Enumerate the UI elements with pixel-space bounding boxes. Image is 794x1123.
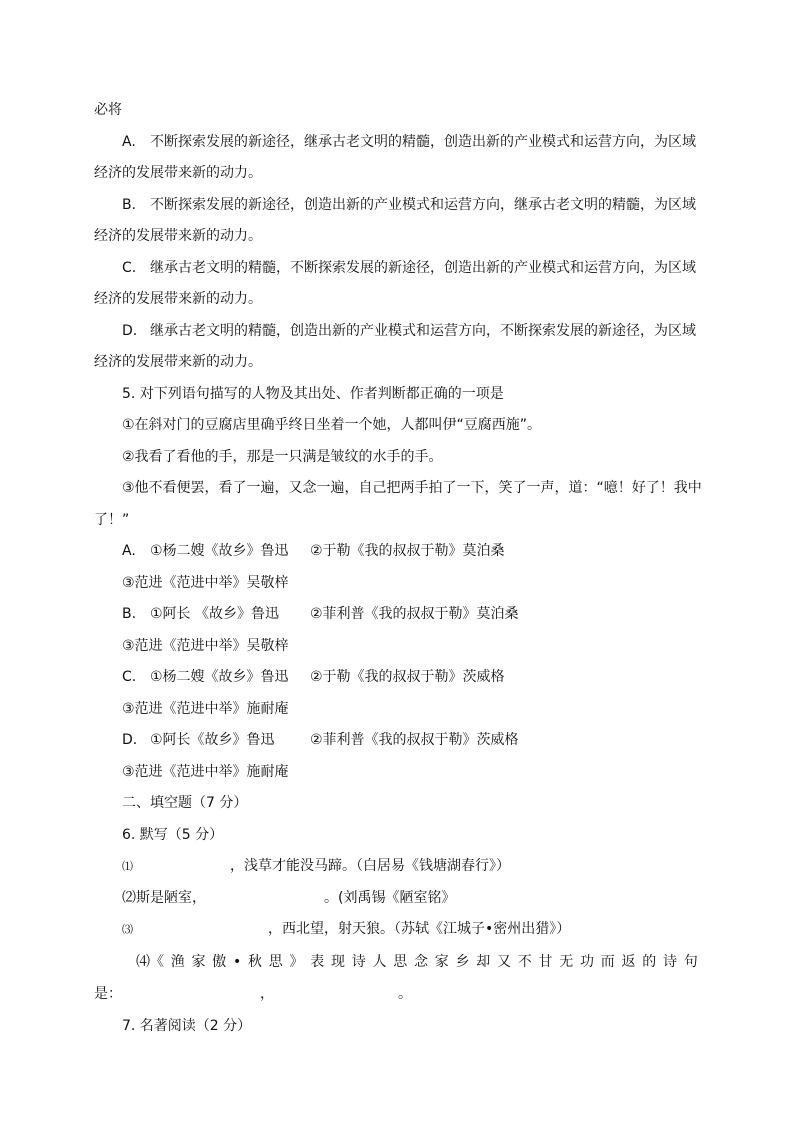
q5-option-c (122, 668, 505, 686)
section-heading: 二、填空题（7 分） (122, 795, 248, 811)
item-number: ⑴ (122, 860, 133, 873)
text-line: 经济的发展带来新的动力。 (94, 291, 262, 307)
char: 念 (414, 954, 429, 970)
option-label: D. (122, 323, 138, 339)
char: 的 (642, 954, 657, 970)
char: 思 (393, 954, 408, 970)
char: 不 (517, 954, 532, 970)
char: 表 (310, 954, 325, 970)
question-5: 5. 对下列语句描写的人物及其出处、作者判断都正确的一项是 (122, 386, 504, 402)
char: 家 (434, 954, 449, 970)
option-text: 继承古老文明的精髓，创造出新的产业模式和运营方向，不断探索发展的新途径，为区域 (150, 323, 696, 339)
option-label: A. (122, 543, 136, 559)
char: 渔 (170, 954, 185, 970)
fill-item-4 (136, 953, 698, 971)
question-6: 6. 默写（5 分） (122, 827, 224, 843)
char: 秋 (248, 954, 263, 970)
option-part: ②菲利普《我的叔叔于勒》莫泊桑 (310, 606, 519, 622)
char: 家 (191, 954, 206, 970)
char: 句 (683, 954, 698, 970)
option-label: D. (122, 732, 138, 748)
option-part: ①杨二嫂《故乡》鲁迅 (150, 543, 289, 559)
text-line: 经济的发展带来新的动力。 (94, 165, 262, 181)
char: 乡 (455, 954, 470, 970)
text-line: ③范进《范进中举》施耐庵 (122, 701, 289, 717)
text-line: ③范进《范进中举》吴敬梓 (122, 575, 289, 591)
option-part: ②菲利普《我的叔叔于勒》茨威格 (310, 732, 519, 748)
fill-item-1 (122, 857, 510, 876)
option-label: B. (122, 197, 137, 213)
char: 诗 (351, 954, 366, 970)
char: 而 (600, 954, 615, 970)
text-line: 必将 (94, 102, 122, 118)
char: 》 (289, 954, 304, 970)
option-text: 继承古老文明的精髓，不断探索发展的新途径，创造出新的产业模式和运营方向，为区域 (150, 260, 696, 276)
text-line: 经济的发展带来新的动力。 (94, 354, 262, 370)
char: 甘 (538, 954, 553, 970)
option-part: ①阿长《故乡》鲁迅 (150, 732, 275, 748)
char: 功 (580, 954, 595, 970)
char: • (233, 954, 242, 970)
option-part: ①杨二嫂《故乡》鲁迅 (150, 669, 289, 685)
char: 无 (559, 954, 574, 970)
option-part: ②于勒《我的叔叔于勒》莫泊桑 (310, 543, 505, 559)
text-line: ③范进《范进中举》吴敬梓 (122, 638, 289, 654)
item-text: ， (260, 986, 274, 1002)
item-number: ⑶ (122, 923, 133, 936)
fill-item-4-answer (94, 985, 412, 1003)
item-text: 。(刘禹锡《陋室铭》 (324, 890, 456, 906)
quote-3: ③他不看便罢，看了一遍，又念一遍，自己把两手拍了一下，笑了一声，道：“噫！好了！我中 (122, 480, 702, 496)
item-text: 。 (398, 986, 412, 1002)
item-text: ，西北望，射天狼。（苏轼《江城子•密州出猎》） (268, 921, 571, 937)
char: 思 (268, 954, 283, 970)
option-c (122, 259, 696, 277)
text-line: 了！” (94, 512, 130, 528)
option-d (122, 322, 696, 340)
option-part: ①阿长 《故乡》鲁迅 (150, 606, 280, 622)
fill-item-3 (122, 920, 570, 939)
option-label: B. (122, 606, 137, 622)
fill-item-2 (122, 889, 455, 907)
item-text: ⑵斯是陋室， (122, 890, 206, 906)
q5-option-a (122, 542, 505, 560)
text-line: ③范进《范进中举》施耐庵 (122, 764, 289, 780)
char: 人 (372, 954, 387, 970)
char: 诗 (663, 954, 678, 970)
q5-option-d (122, 731, 519, 749)
option-text: 不断探索发展的新途径，继承古老文明的精髓，创造出新的产业模式和运营方向，为区域 (150, 134, 696, 150)
option-label: A. (122, 134, 136, 150)
char: 现 (331, 954, 346, 970)
char: 返 (621, 954, 636, 970)
option-part: ②于勒《我的叔叔于勒》茨威格 (310, 669, 505, 685)
option-a (122, 133, 696, 151)
quote-2: ②我看了看他的手，那是一只满是皱纹的水手的手。 (122, 449, 443, 465)
char: ⑷《 (136, 954, 164, 970)
quote-1: ①在斜对门的豆腐店里确乎终日坐着一个她，人都叫伊“豆腐西施”。 (122, 417, 542, 433)
item-text: 是： (94, 986, 122, 1002)
option-b (122, 196, 696, 214)
char: 又 (497, 954, 512, 970)
option-text: 不断探索发展的新途径，创造出新的产业模式和运营方向，继承古老文明的精髓，为区域 (150, 197, 696, 213)
char: 傲 (212, 954, 227, 970)
char: 却 (476, 954, 491, 970)
option-label: C. (122, 260, 137, 276)
question-7: 7. 名著阅读（2 分） (122, 1018, 252, 1034)
text-line: 经济的发展带来新的动力。 (94, 228, 262, 244)
item-text: ，浅草才能没马蹄。（白居易《钱塘湖春行》） (230, 858, 510, 874)
q5-option-b (122, 605, 519, 623)
option-label: C. (122, 669, 137, 685)
